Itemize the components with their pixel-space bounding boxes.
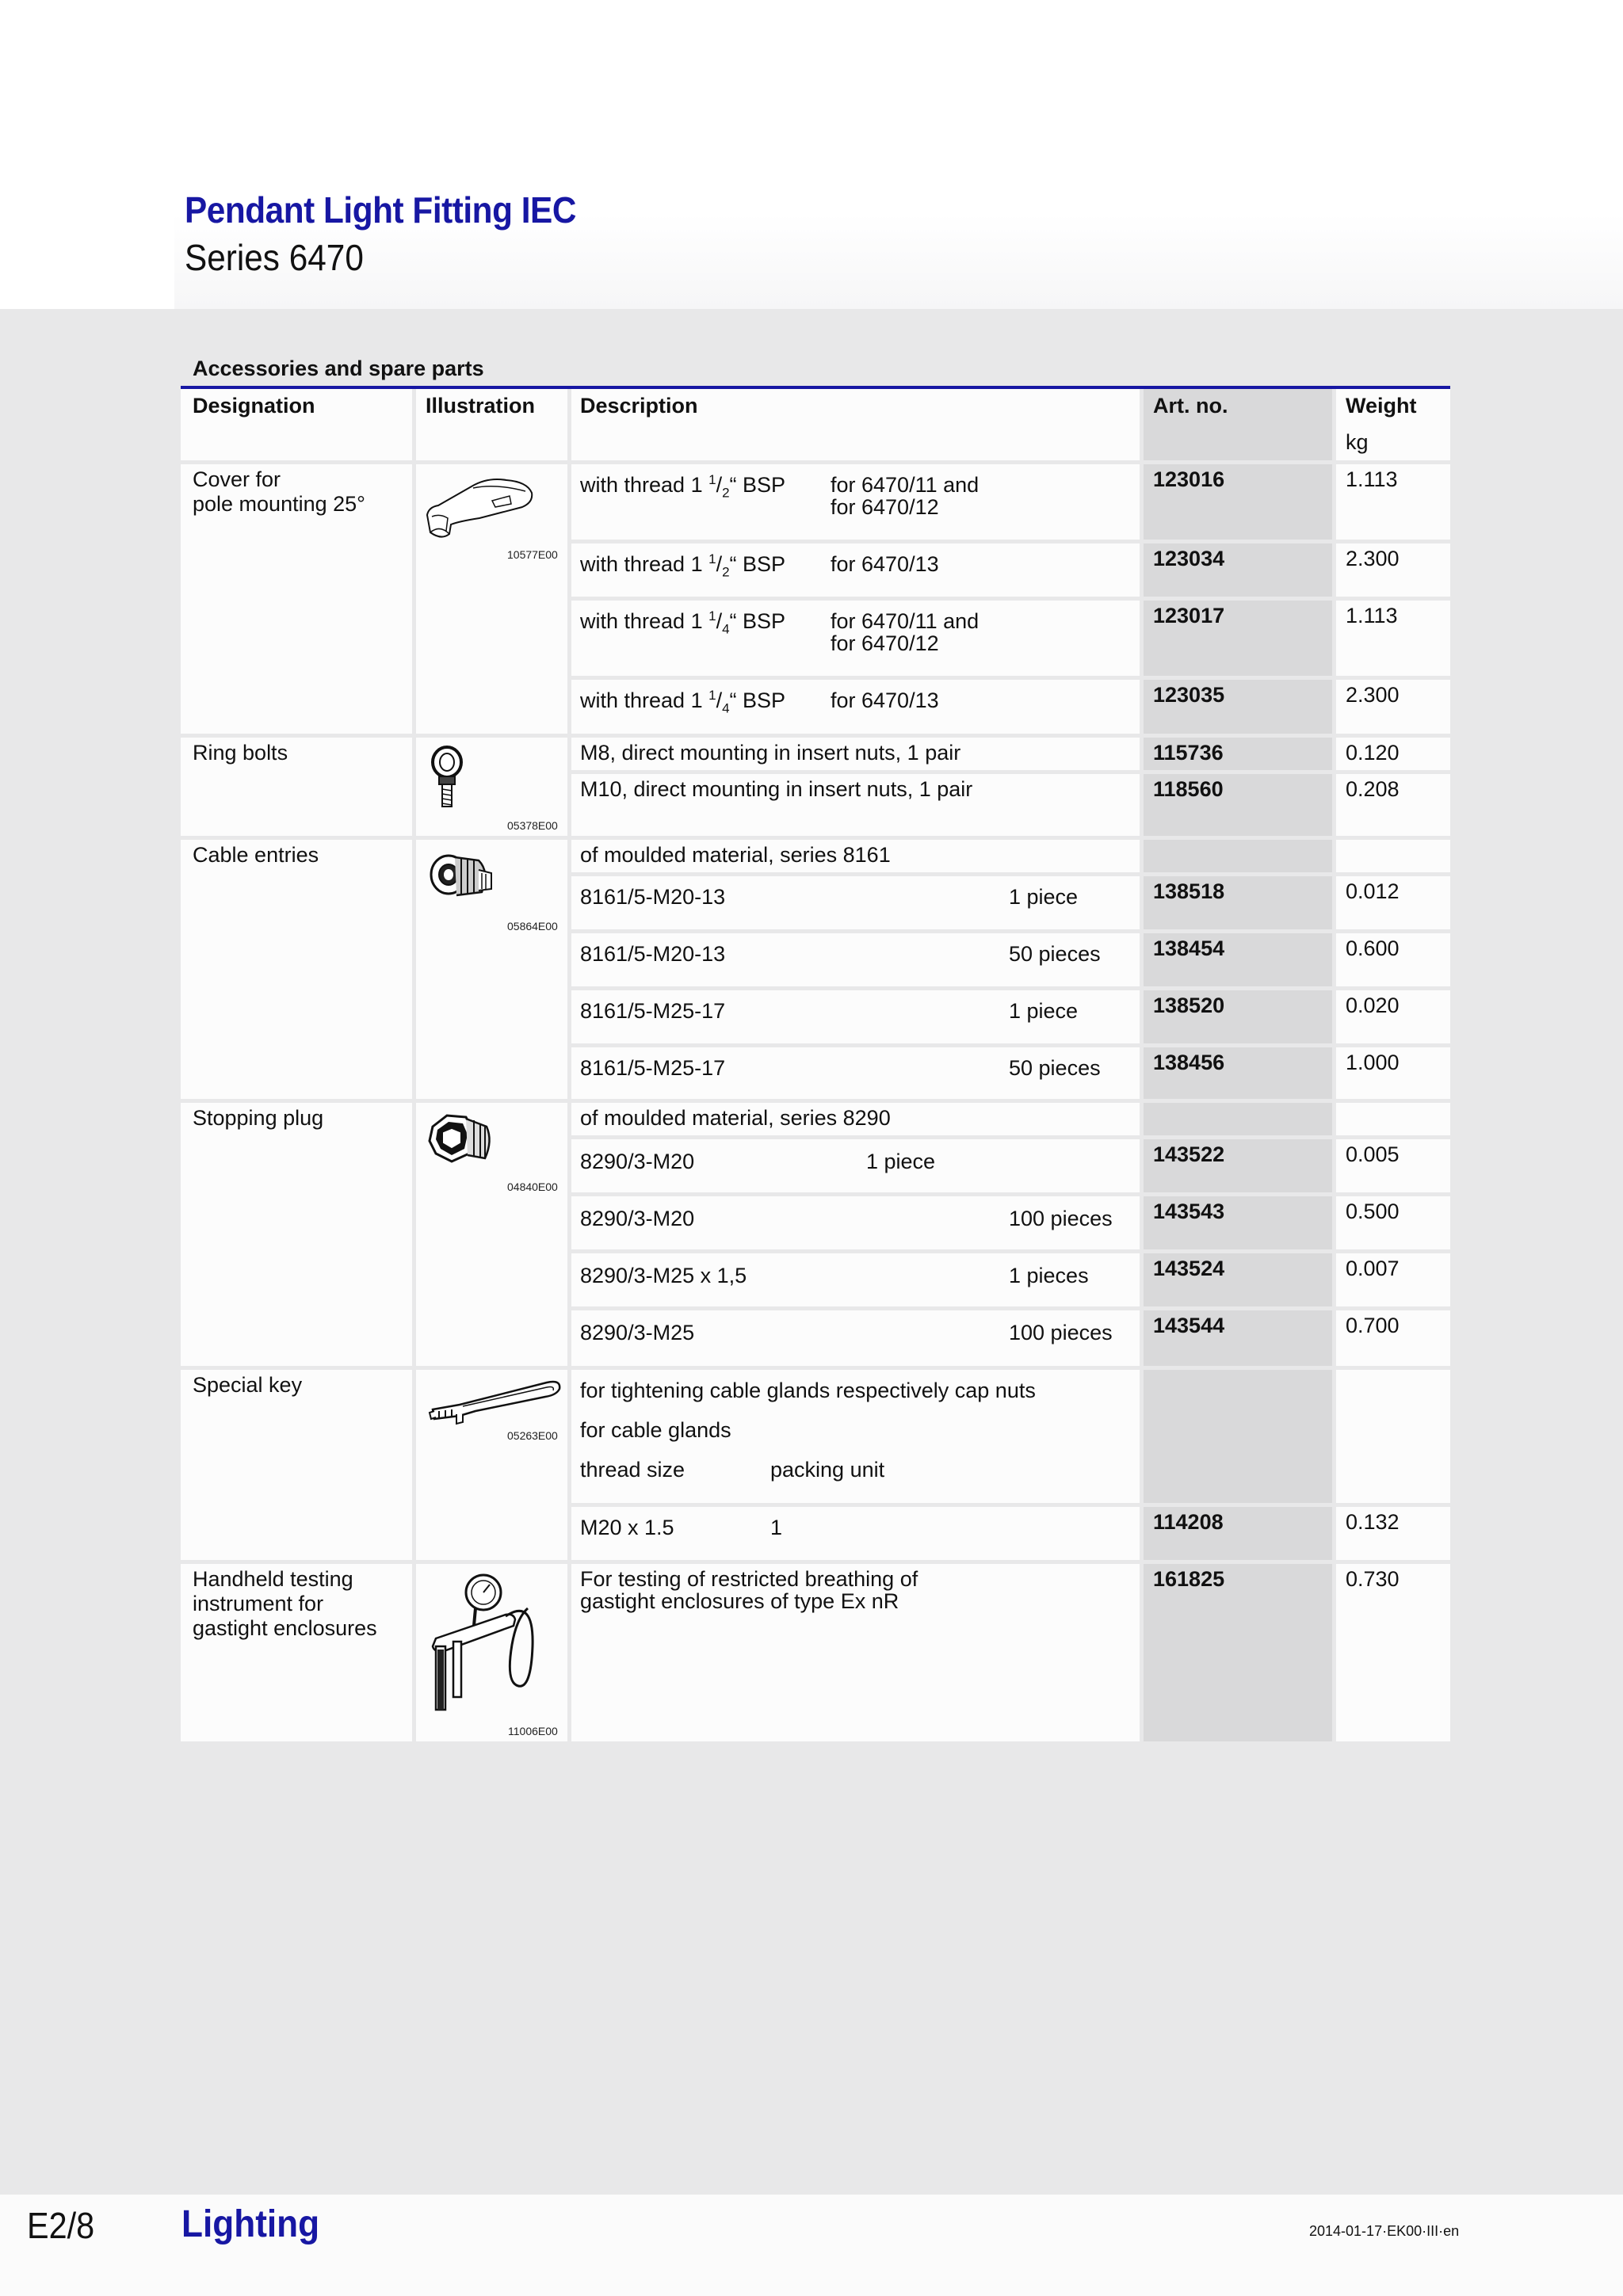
plug-row-4-type: 8290/3-M25 [580, 1321, 695, 1344]
plug-row-1-weight: 0.005 [1346, 1142, 1400, 1166]
plug-intro-weight-cell [1336, 1103, 1450, 1135]
cover-row-4-note-1: for 6470/13 [831, 688, 939, 712]
key-image-code: 05263E00 [507, 1429, 558, 1442]
key-line-2: for cable glands [580, 1418, 731, 1442]
cable-designation-cell [181, 840, 412, 1099]
key-designation: Special key [193, 1373, 303, 1397]
cable-row-1-type: 8161/5-M20-13 [580, 885, 726, 909]
cable-row-2-art-no: 138454 [1153, 936, 1225, 960]
cover-row-1-note-2: for 6470/12 [831, 495, 939, 519]
plug-row-2-qty: 100 pieces [1009, 1207, 1113, 1230]
cover-row-2-note-1: for 6470/13 [831, 552, 939, 576]
col-header-designation: Designation [193, 394, 315, 418]
plug-row-2-weight: 0.500 [1346, 1199, 1400, 1223]
key-row-thread: M20 x 1.5 [580, 1516, 674, 1539]
ring-row-2-art-no: 118560 [1153, 777, 1224, 801]
col-header-art-no: Art. no. [1153, 394, 1228, 418]
plug-intro: of moulded material, series 8290 [580, 1106, 891, 1130]
cable-row-3-art-no: 138520 [1153, 994, 1225, 1017]
tester-desc-line-1: For testing of restricted breathing of [580, 1567, 918, 1591]
key-row-weight: 0.132 [1346, 1510, 1400, 1534]
cover-illustration-image [424, 469, 543, 548]
cable-row-1-weight: 0.012 [1346, 879, 1400, 903]
tester-image-code: 11006E00 [508, 1725, 558, 1737]
cable-gland-image [426, 845, 498, 916]
col-header-illustration: Illustration [426, 394, 536, 418]
cover-designation-line-1: Cover for [193, 467, 281, 491]
plug-designation: Stopping plug [193, 1106, 324, 1130]
plug-designation-cell [181, 1103, 412, 1366]
footer-section-title: Lighting [181, 2203, 320, 2245]
cable-row-4-qty: 50 pieces [1009, 1056, 1101, 1080]
ring-row-2-desc: M10, direct mounting in insert nuts, 1 pair [580, 777, 973, 801]
tester-designation-line-3: gastight enclosures [193, 1616, 377, 1640]
plug-row-1-type: 8290/3-M20 [580, 1150, 695, 1173]
plug-row-3-weight: 0.007 [1346, 1257, 1400, 1280]
document-code: 2014-01-17·EK00·III·en [1309, 2223, 1460, 2239]
key-col-thread: thread size [580, 1458, 685, 1482]
ring-row-1-weight: 0.120 [1346, 741, 1400, 765]
page-title: Pendant Light Fitting IEC [185, 189, 576, 231]
plug-row-3-qty: 1 pieces [1009, 1264, 1089, 1287]
cable-row-4-art-no: 138456 [1153, 1051, 1225, 1074]
key-desc-art-cell [1144, 1370, 1332, 1503]
cover-row-1-weight: 1.113 [1346, 467, 1398, 491]
plug-row-3-art-no: 143524 [1153, 1257, 1225, 1280]
cover-row-1-note-1: for 6470/11 and [831, 473, 980, 497]
tester-weight: 0.730 [1346, 1567, 1400, 1591]
key-line-1: for tightening cable glands respectively cap nuts [580, 1379, 1036, 1402]
cable-intro-weight-cell [1336, 840, 1450, 872]
key-desc-weight-cell [1336, 1370, 1450, 1503]
key-row-art-no: 114208 [1153, 1510, 1224, 1534]
ring-image-code: 05378E00 [507, 819, 558, 832]
cable-row-2-weight: 0.600 [1346, 936, 1400, 960]
ring-row-1-desc: M8, direct mounting in insert nuts, 1 pair [580, 741, 961, 765]
tester-desc-line-2: gastight enclosures of type Ex nR [580, 1589, 899, 1613]
cover-row-2-art-no: 123034 [1153, 547, 1225, 570]
cable-image-code: 05864E00 [507, 920, 558, 933]
cable-row-2-qty: 50 pieces [1009, 942, 1101, 966]
col-header-weight: Weight [1346, 394, 1417, 418]
key-row-pack: 1 [770, 1516, 783, 1539]
cover-row-4-weight: 2.300 [1346, 683, 1400, 707]
col-header-description: Description [580, 394, 698, 418]
section-caption: Accessories and spare parts [193, 357, 484, 380]
plug-intro-art-cell [1144, 1103, 1332, 1135]
cable-row-3-type: 8161/5-M25-17 [580, 999, 726, 1023]
plug-row-2-type: 8290/3-M20 [580, 1207, 695, 1230]
cover-row-3-note-2: for 6470/12 [831, 631, 939, 655]
plug-row-2-art-no: 143543 [1153, 1199, 1225, 1223]
cable-intro: of moulded material, series 8161 [580, 843, 891, 867]
cover-row-3-note-1: for 6470/11 and [831, 609, 980, 633]
plug-row-4-weight: 0.700 [1346, 1314, 1400, 1337]
plug-row-4-qty: 100 pieces [1009, 1321, 1113, 1344]
testing-instrument-image [426, 1570, 545, 1721]
special-key-image [428, 1375, 563, 1430]
cover-row-4-art-no: 123035 [1153, 683, 1225, 707]
cable-row-1-art-no: 138518 [1153, 879, 1225, 903]
cable-row-3-qty: 1 piece [1009, 999, 1079, 1023]
cable-intro-art-cell [1144, 840, 1332, 872]
cover-row-2-thread: with thread 1 $^1/_2“$ BSP [580, 551, 786, 580]
col-header-weight-unit: kg [1346, 430, 1369, 454]
key-designation-cell [181, 1370, 412, 1560]
plug-row-3-type: 8290/3-M25 x 1,5 [580, 1264, 747, 1287]
cover-designation-line-2: pole mounting 25° [193, 492, 365, 516]
tester-art-no: 161825 [1153, 1567, 1225, 1591]
cover-image-code: 10577E00 [507, 548, 558, 561]
plug-row-1-art-no: 143522 [1153, 1142, 1225, 1166]
cover-row-3-art-no: 123017 [1153, 604, 1225, 627]
cover-row-2-weight: 2.300 [1346, 547, 1400, 570]
cover-row-1-thread: with thread 1 $^1/_2“$ BSP [580, 472, 786, 501]
ring-bolt-image [425, 745, 472, 816]
cover-row-1-art-no: 123016 [1153, 467, 1225, 491]
cable-row-3-weight: 0.020 [1346, 994, 1400, 1017]
cover-row-4-thread: with thread 1 $^1/_4“$ BSP [580, 688, 786, 716]
cover-row-3-weight: 1.113 [1346, 604, 1398, 627]
plug-row-1-qty: 1 piece [866, 1150, 936, 1173]
key-col-pack: packing unit [770, 1458, 885, 1482]
page-subtitle: Series 6470 [185, 237, 364, 278]
cover-row-3-thread: with thread 1 $^1/_4“$ BSP [580, 608, 786, 637]
page-number: E2/8 [27, 2205, 95, 2246]
cable-designation: Cable entries [193, 843, 319, 867]
ring-designation: Ring bolts [193, 741, 288, 765]
plug-row-4-art-no: 143544 [1153, 1314, 1225, 1337]
plug-image-code: 04840E00 [507, 1180, 558, 1193]
ring-row-2-weight: 0.208 [1346, 777, 1400, 801]
stopping-plug-image [425, 1109, 496, 1180]
ring-row-1-art-no: 115736 [1153, 741, 1224, 765]
cable-row-2-type: 8161/5-M20-13 [580, 942, 726, 966]
cable-row-1-qty: 1 piece [1009, 885, 1079, 909]
cable-row-4-type: 8161/5-M25-17 [580, 1056, 726, 1080]
cable-row-4-weight: 1.000 [1346, 1051, 1400, 1074]
tester-designation-line-1: Handheld testing [193, 1567, 353, 1591]
tester-designation-line-2: instrument for [193, 1592, 324, 1615]
